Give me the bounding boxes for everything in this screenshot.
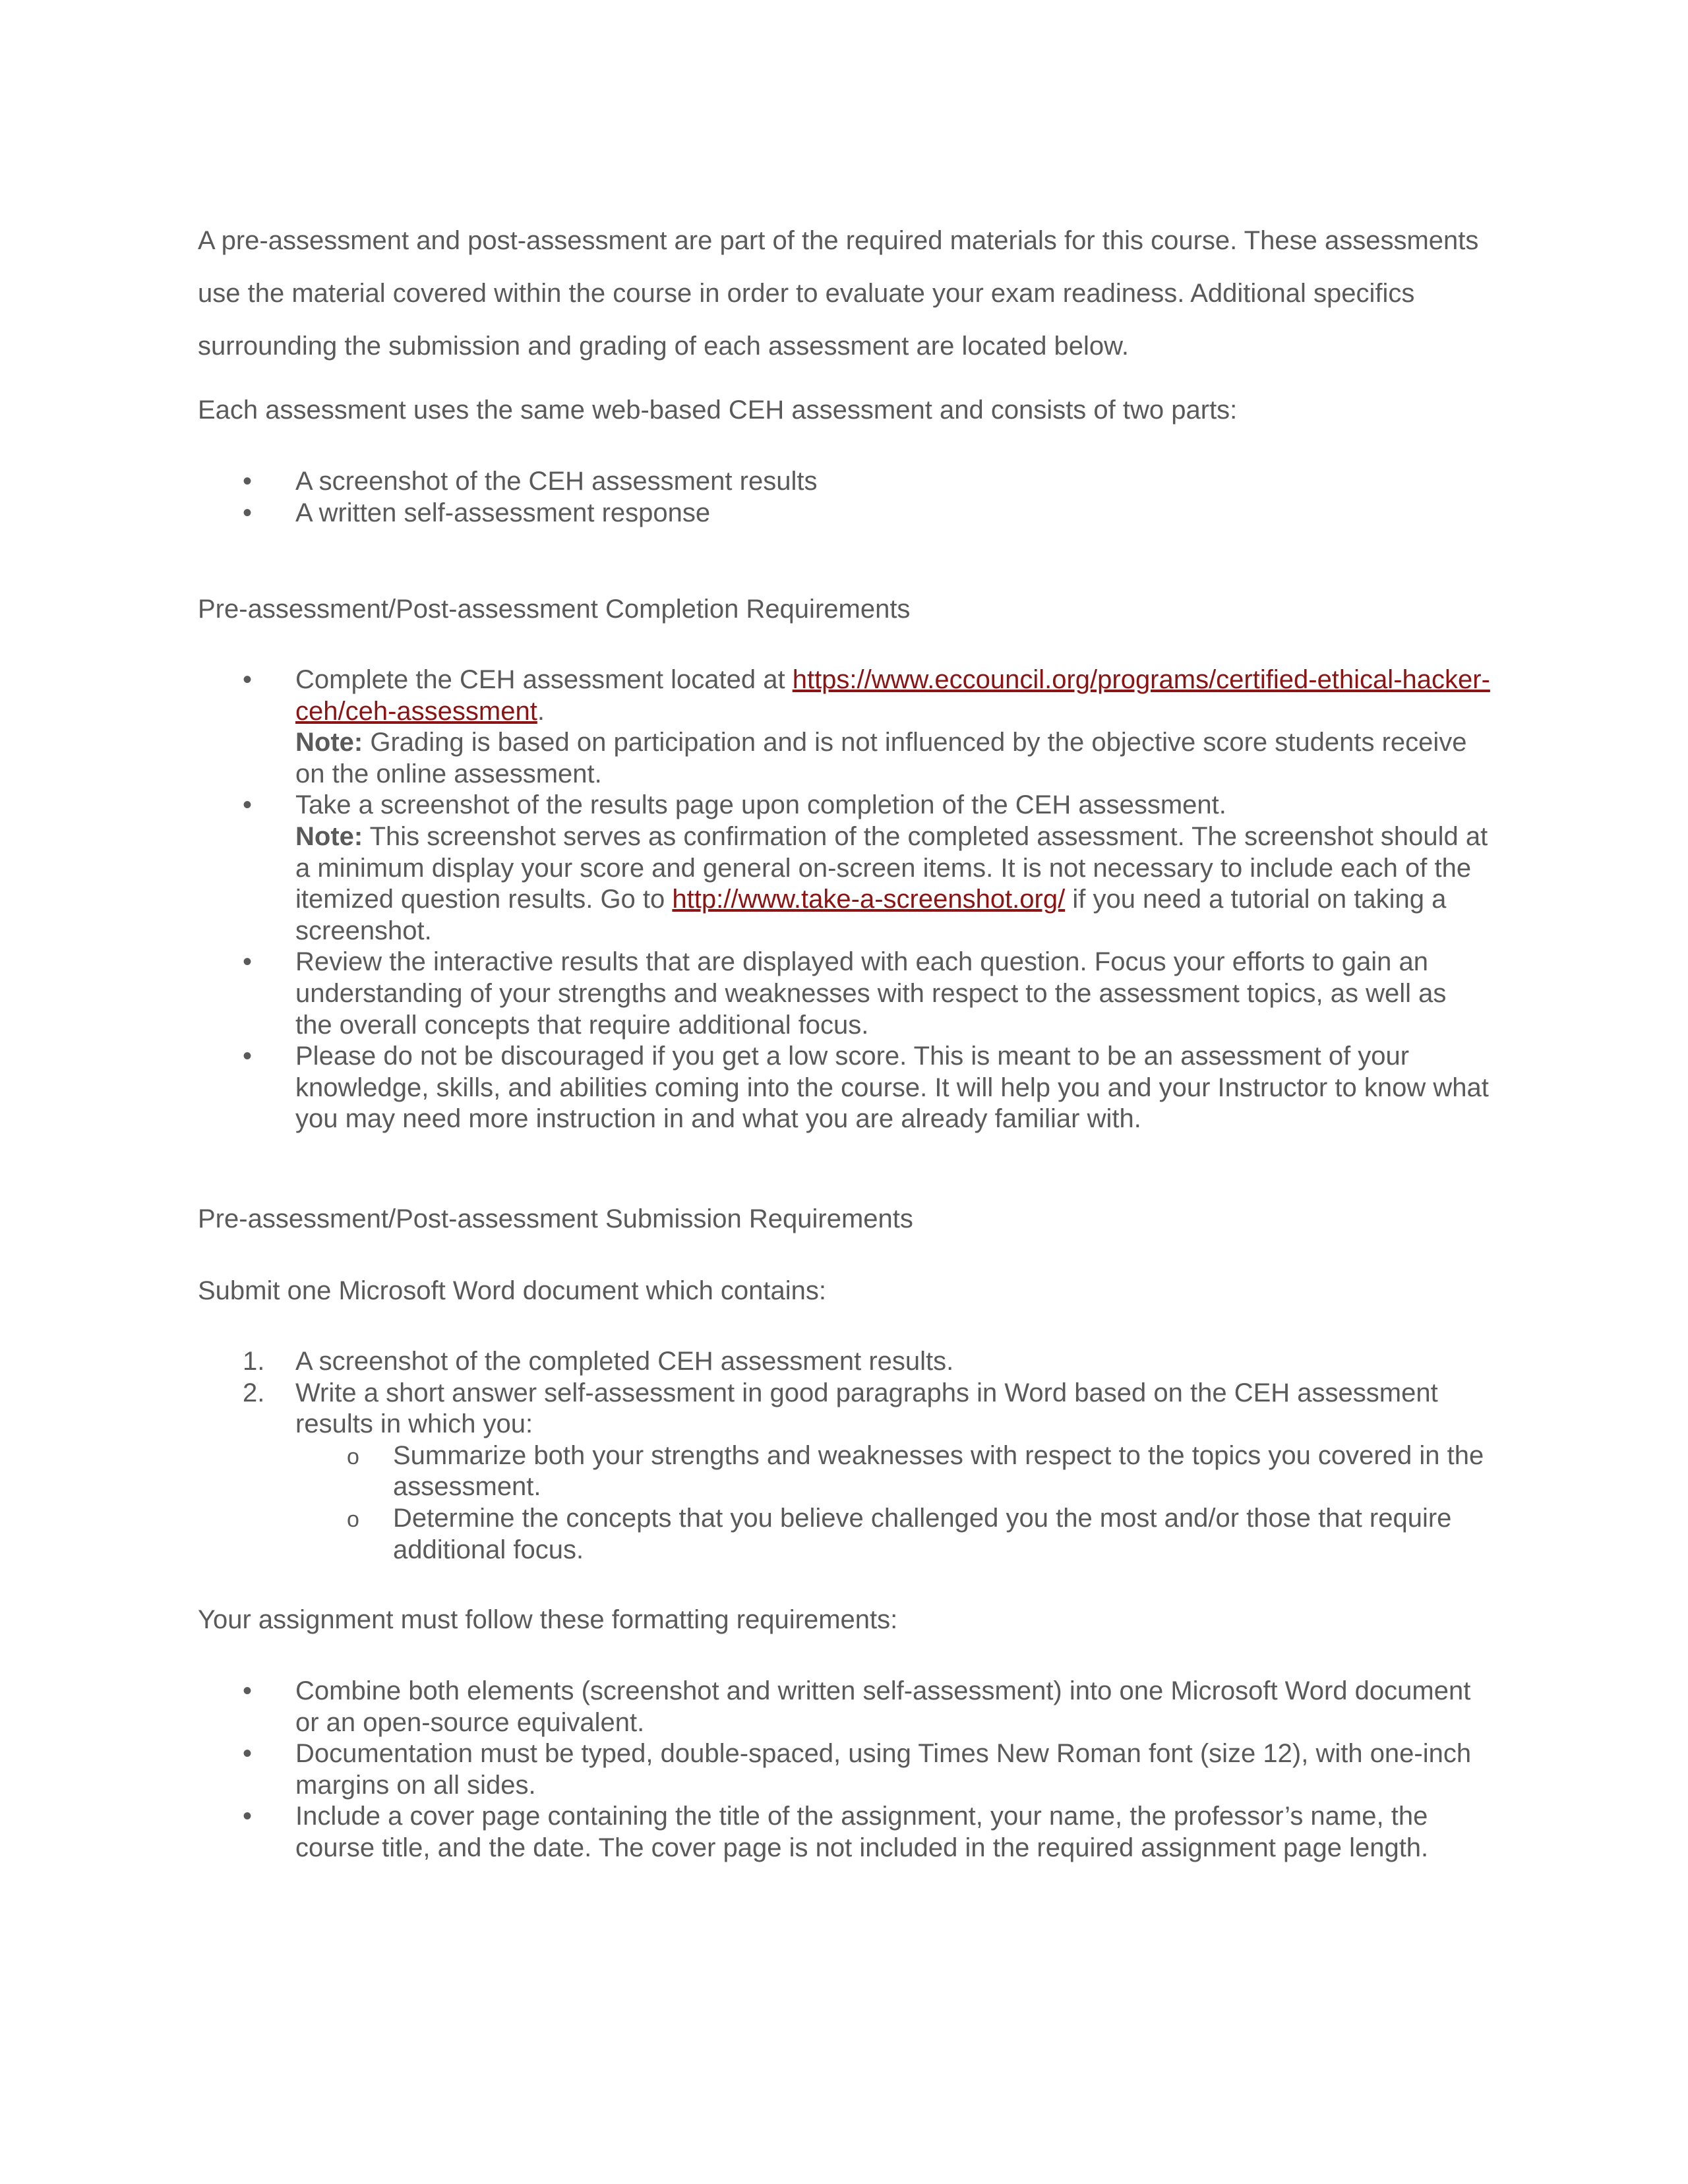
item-text: Complete the CEH assessment located at — [295, 665, 793, 694]
item-text: A screenshot of the completed CEH assessment results. — [295, 1347, 954, 1376]
sub-list — [295, 1440, 1490, 1566]
submission-heading: Pre-assessment/Post-assessment Submission Requirements — [198, 1204, 913, 1233]
sub-list-item: o Summarize both your strengths and weaknesses with respect to the topics you covered in the assessment. — [295, 1440, 1490, 1503]
list-item — [198, 664, 1490, 790]
item-text: Take a screenshot of the results page upon completion of the CEH assessment. — [295, 790, 1226, 820]
formatting-list — [198, 1676, 1490, 1864]
note-label: Note: — [295, 728, 363, 757]
item-text: Write a short answer self-assessment in good paragraphs in Word based on the CEH assessment results in which you: — [295, 1378, 1438, 1439]
list-item: • Combine both elements (screenshot and written self-assessment) into one Microsoft Word document or an open-source equivalent. — [198, 1676, 1490, 1738]
item-number: 1. — [243, 1347, 265, 1376]
item-text: if you need a tutorial on taking a screenshot. — [295, 885, 1447, 945]
list-item: • A screenshot of the CEH assessment results — [198, 466, 1490, 498]
parts-list — [198, 466, 1490, 529]
item-number: 2. — [243, 1378, 265, 1407]
item-text: . — [537, 696, 545, 726]
list-item — [198, 1346, 1490, 1378]
sub-list-item: o Determine the concepts that you believe challenged you the most and/or those that require additional focus. — [295, 1503, 1490, 1566]
list-item — [198, 790, 1490, 947]
formatting-intro: Your assignment must follow these formatting requirements: — [198, 1605, 898, 1634]
list-item: • Include a cover page containing the title of the assignment, your name, the professor’s name, the course title, and the date. The cover page is not included in the required assignment page length. — [198, 1801, 1490, 1864]
list-item: • A written self-assessment response — [198, 498, 1490, 529]
list-item: • Review the interactive results that are displayed with each question. Focus your efforts to gain an understanding of your strengths and weaknesses with respect to the assessment topics, as well as the overall concepts that require additional focus. — [198, 947, 1490, 1041]
note-label: Note: — [295, 821, 363, 851]
screenshot-tutorial-link[interactable]: http://www.take-a-screenshot.org/ — [672, 885, 1066, 914]
list-item: • Documentation must be typed, double-spaced, using Times New Roman font (size 12), with one-inch margins on all sides. — [198, 1738, 1490, 1801]
submission-list — [198, 1346, 1490, 1566]
ceh-assessment-link[interactable]: https://www.eccouncil.org/programs/certified-ethical-hacker-ceh/ceh-assessment — [295, 665, 1490, 726]
note-text: Grading is based on participation and is not influenced by the objective score students receive on the online assessment. — [295, 728, 1467, 788]
submission-intro: Submit one Microsoft Word document which contains: — [198, 1276, 827, 1305]
note-text: This screenshot serves as confirmation of the completed assessment. The screenshot should at a minimum display your score and general on-screen items. It is not necessary to include each of the itemized question results. Go to — [295, 821, 1488, 914]
parts-intro: Each assessment uses the same web-based CEH assessment and consists of two parts: — [198, 396, 1238, 425]
completion-heading: Pre-assessment/Post-assessment Completion Requirements — [198, 595, 911, 624]
intro-paragraph: A pre-assessment and post-assessment are part of the required materials for this course. These assessments use the material covered within the course in order to evaluate your exam readiness. Additional specifics surrounding the submission and grading of each assessment are located below. — [198, 226, 1479, 361]
list-item: • Please do not be discouraged if you get a low score. This is meant to be an assessment of your knowledge, skills, and abilities coming into the course. It will help you and your Instructor to know what you may need more instruction in and what you are already familiar with. — [198, 1041, 1490, 1135]
list-item — [198, 1378, 1490, 1566]
completion-list — [198, 664, 1490, 1135]
